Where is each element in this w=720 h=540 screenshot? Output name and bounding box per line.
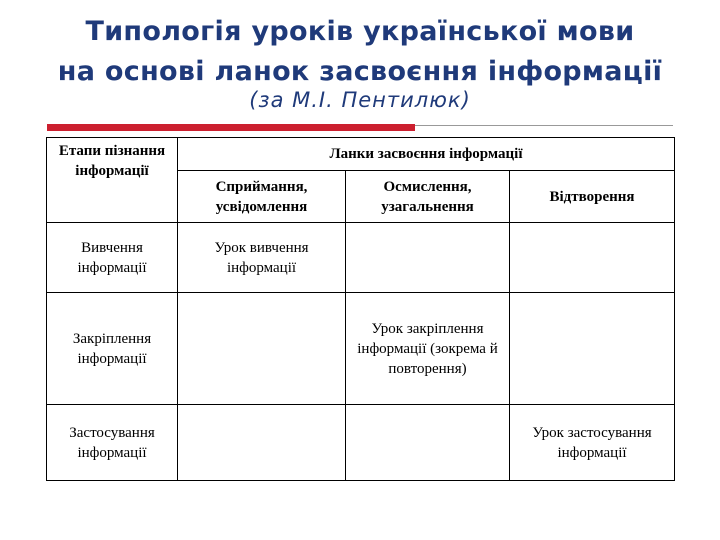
slide-subtitle: (за М.І. Пентилюк): [249, 88, 471, 112]
table-row: [47, 405, 675, 481]
table-cell: [178, 405, 346, 481]
table-cell: Урок вивчення інформації: [178, 223, 346, 293]
corner-header-cell: Етапи пізнання інформації: [47, 138, 178, 223]
table-row: [47, 223, 675, 293]
title-line-2: на основі ланок засвоєння інформації: [57, 56, 663, 87]
table-cell: [346, 223, 510, 293]
typology-table: [46, 137, 675, 481]
row-stage-label: Вивчення інформації: [47, 223, 178, 293]
column-header: Сприймання, усвідомлення: [178, 171, 346, 223]
title-line-1: Типологія уроків української мови: [85, 16, 635, 47]
table-cell: Урок застосування інформації: [510, 405, 675, 481]
row-stage-label: Закріплення інформації: [47, 293, 178, 405]
table-header-row: [47, 138, 675, 171]
table-cell: [510, 223, 675, 293]
accent-bar: [47, 124, 415, 131]
table-cell: [346, 405, 510, 481]
column-header: Осмислення, узагальнення: [346, 171, 510, 223]
divider-line: [415, 125, 673, 126]
table-row: [47, 293, 675, 405]
row-stage-label: Застосування інформації: [47, 405, 178, 481]
table-cell: [178, 293, 346, 405]
group-header-cell: Ланки засвоєння інформації: [178, 138, 675, 171]
column-header: Відтворення: [510, 171, 675, 223]
table-cell: [510, 293, 675, 405]
table-cell: Урок закріплення інформації (зокрема й повторення): [346, 293, 510, 405]
slide-title: [0, 12, 720, 92]
